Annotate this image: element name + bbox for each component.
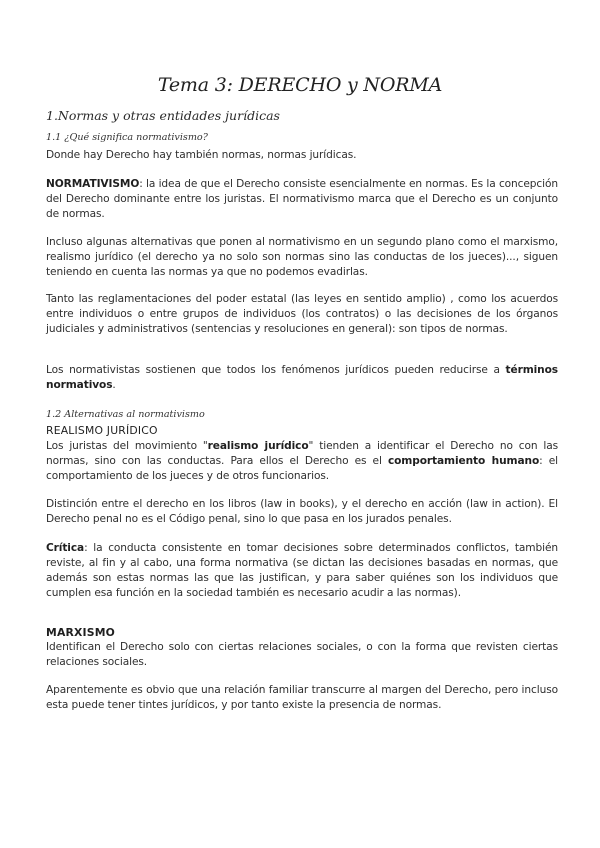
paragraph-text: : la conducta consistente en tomar decisiones sobre determinados conflictos, también reviste, al fin y al cabo, una forma normativa (se dictan las decisiones basadas en normas, que además son estas normas las que las justifican, y para saber quiénes son los individuos que cumplen esa función en la sociedad también es necesario acudir a las normas).	[46, 542, 558, 599]
bold-term: términos normativos	[46, 364, 558, 391]
subsection-heading: 1.1 ¿Qué significa normativismo?	[46, 132, 208, 143]
paragraph: Donde hay Derecho hay también normas, normas jurídicas.	[46, 149, 357, 161]
bold-term: comportamiento humano	[387, 455, 540, 467]
subsection-heading: 1.2 Alternativas al normativismo	[46, 409, 205, 420]
bold-term: NORMATIVISMO	[46, 178, 140, 190]
page-title: Tema 3: DERECHO y NORMA	[157, 74, 443, 96]
paragraph-text: " tienden a identificar el Derecho no con las normas, sino con las conductas. Para ellos el Derecho es el	[46, 440, 559, 467]
paragraph: Distinción entre el derecho en los libros (law in books), y el derecho en acción (law in action). El Derecho penal no es el Código penal, sino lo que pasa en los jurados penales.	[46, 498, 558, 525]
paragraph: Identifican el Derecho solo con ciertas relaciones sociales, o con la forma que revisten ciertas relaciones sociales.	[46, 641, 558, 668]
paragraph	[46, 439, 558, 484]
paragraph-text: .	[112, 379, 116, 391]
paragraph: Tanto las reglamentaciones del poder estatal (las leyes en sentido amplio) , como los acuerdos entre individuos o entre grupos de individuos (los contratos) o las decisiones de los órganos judiciales y administrativos (sentencias y resoluciones en general): son tipos de normas.	[46, 293, 558, 335]
paragraph-text: : la idea de que el Derecho consiste esencialmente en normas. Es la concepción del Derecho dominante entre los juristas. El normativismo marca que el Derecho es un conjunto de normas.	[46, 178, 558, 220]
paragraph	[46, 541, 558, 601]
bold-term: Crítica	[46, 542, 85, 554]
block-label: REALISMO JURÍDICO	[46, 424, 158, 437]
block-label: MARXISMO	[46, 626, 116, 639]
paragraph	[46, 363, 558, 393]
paragraph-text: Los juristas del movimiento "	[46, 440, 208, 452]
paragraph-text: Los normativistas sostienen que todos los fenómenos jurídicos pueden reducirse a	[46, 364, 506, 376]
paragraph	[46, 177, 558, 222]
bold-term: realismo jurídico	[207, 440, 309, 452]
section-heading: 1.Normas y otras entidades jurídicas	[46, 108, 280, 123]
paragraph: Incluso algunas alternativas que ponen al normativismo en un segundo plano como el marxismo, realismo jurídico (el derecho ya no solo son normas sino las conductas de los jueces)..., siguen teniendo en cuenta las normas ya que no podemos evadirlas.	[46, 236, 558, 278]
paragraph: Aparentemente es obvio que una relación familiar transcurre al margen del Derecho, pero incluso esta puede tener tintes jurídicos, y por tanto existe la presencia de normas.	[46, 684, 558, 711]
paragraph-text: : el comportamiento de los jueces y de otros funcionarios.	[46, 455, 558, 482]
